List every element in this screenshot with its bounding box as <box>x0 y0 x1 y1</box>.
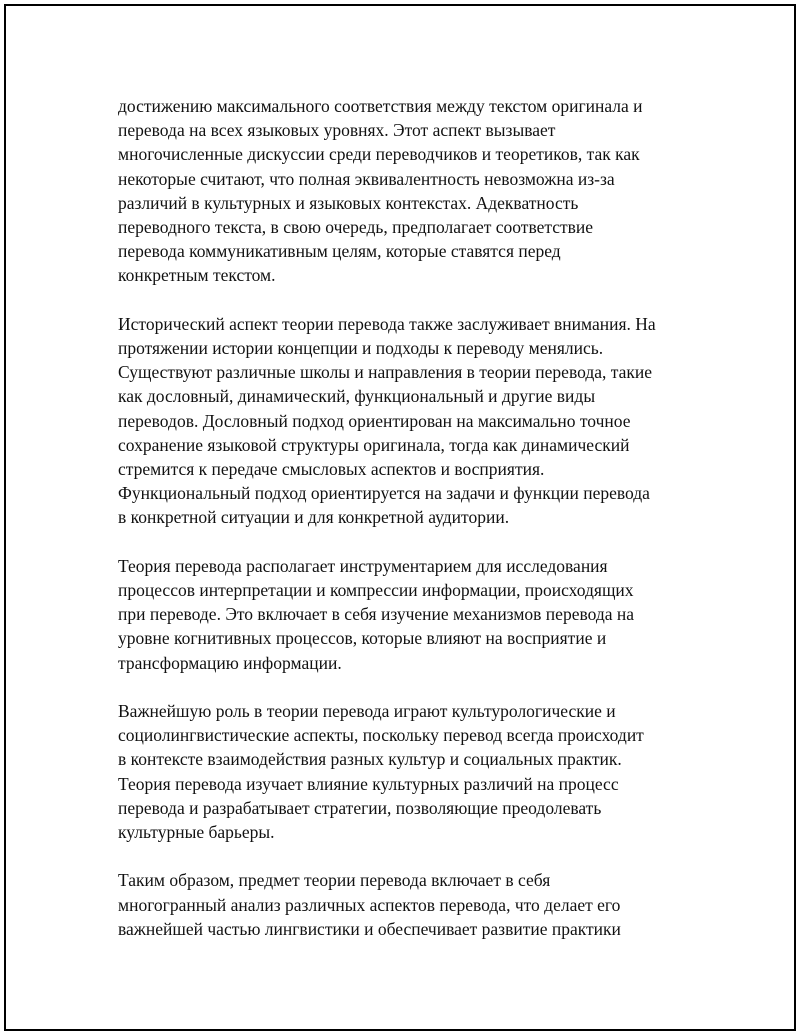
text-line: Теория перевода изучает влияние культурных различий на процесс <box>118 773 619 794</box>
text-line: Функциональный подход ориентируется на задачи и функции перевода <box>118 483 650 504</box>
paragraph <box>118 699 688 844</box>
text-line: трансформацию информации. <box>118 652 342 673</box>
text-line: достижению максимального соответствия между текстом оригинала и <box>118 96 643 116</box>
text-line: перевода коммуникативным целям, которые ставятся перед <box>118 241 561 262</box>
text-line: конкретным текстом. <box>118 265 276 286</box>
paragraph <box>118 312 688 530</box>
text-line: социолингвистические аспекты, поскольку перевод всегда происходит <box>118 725 644 746</box>
document-body <box>118 94 688 965</box>
text-line: переводного текста, в свою очередь, предполагает соответствие <box>118 217 594 238</box>
text-line: перевода на всех языковых уровнях. Этот аспект вызывает <box>118 120 556 141</box>
text-line: в конкретной ситуации и для конкретной аудитории. <box>118 507 510 528</box>
text-line: стремится к передаче смысловых аспектов и восприятия. <box>118 459 545 480</box>
paragraph <box>118 554 688 675</box>
text-line: Существуют различные школы и направления в теории перевода, такие <box>118 362 653 383</box>
paragraph <box>118 868 688 941</box>
text-line: переводов. Дословный подход ориентирован на максимально точное <box>118 410 631 431</box>
text-line: как дословный, динамический, функциональный и другие виды <box>118 386 596 407</box>
paragraph <box>118 94 688 288</box>
text-line: процессов интерпретации и компрессии информации, происходящих <box>118 580 634 601</box>
text-line: культурные барьеры. <box>118 822 275 843</box>
text-line: многогранный анализ различных аспектов перевода, что делает его <box>118 894 621 915</box>
text-line: сохранение языковой структуры оригинала, тогда как динамический <box>118 434 630 455</box>
text-line: многочисленные дискуссии среди переводчиков и теоретиков, так как <box>118 144 640 165</box>
text-line: некоторые считают, что полная эквивалентность невозможна из-за <box>118 168 615 189</box>
text-line: протяжении истории концепции и подходы к переводу менялись. <box>118 338 604 359</box>
text-line: перевода и разрабатывает стратегии, позволяющие преодолевать <box>118 797 602 818</box>
text-line: Исторический аспект теории перевода также заслуживает внимания. На <box>118 313 656 334</box>
text-line: Теория перевода располагает инструментарием для исследования <box>118 555 608 576</box>
text-line: важнейшей частью лингвистики и обеспечивает развитие практики <box>118 918 621 939</box>
text-line: в контексте взаимодействия разных культур и социальных практик. <box>118 749 622 770</box>
text-line: различий в культурных и языковых контекстах. Адекватность <box>118 192 579 213</box>
text-line: Важнейшую роль в теории перевода играют культурологические и <box>118 701 616 722</box>
text-line: Таким образом, предмет теории перевода включает в себя <box>118 870 551 891</box>
text-line: уровне когнитивных процессов, которые влияют на восприятие и <box>118 628 607 649</box>
text-line: при переводе. Это включает в себя изучение механизмов перевода на <box>118 604 635 625</box>
